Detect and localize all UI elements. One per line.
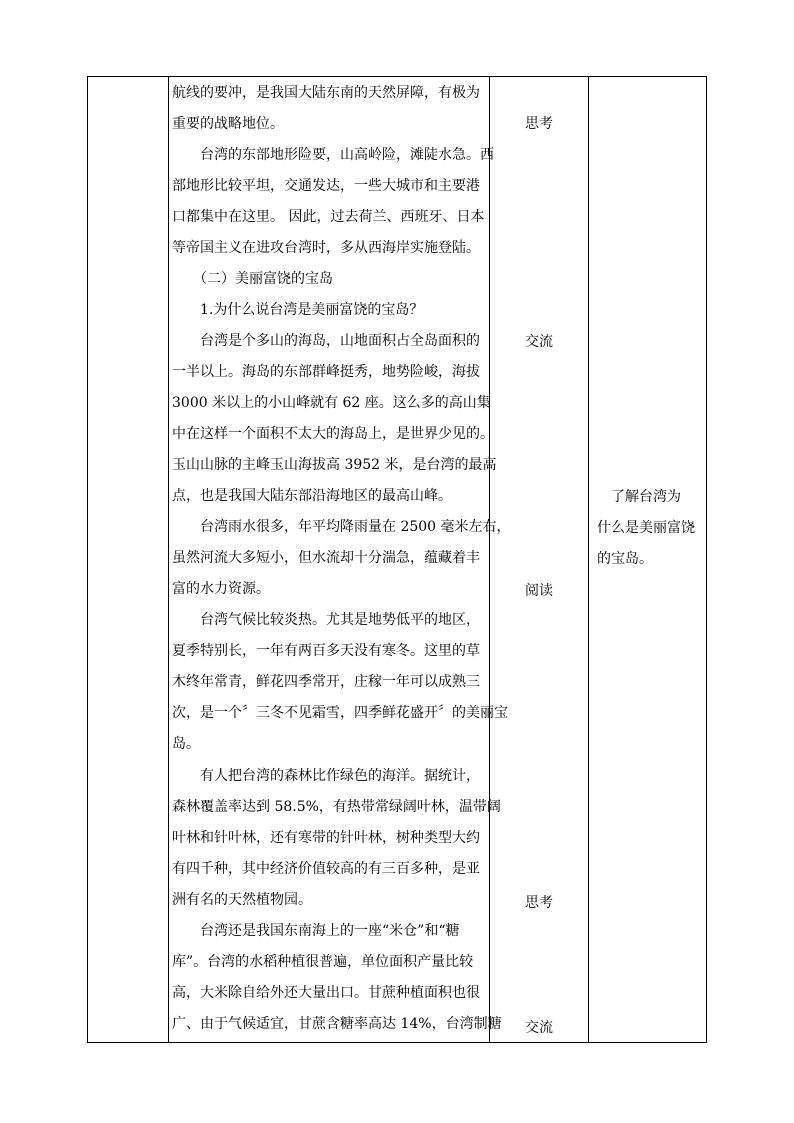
activity-label: 思考 <box>525 895 553 911</box>
content-line: 中在这样一个面积不太大的海岛上，是世界少见的。 <box>172 426 494 442</box>
content-line: 等帝国主义在进攻台湾时，多从西海岸实施登陆。 <box>172 240 480 256</box>
content-line: 玉山山脉的主峰玉山海拔高 3952 米，是台湾的最高 <box>172 457 497 473</box>
content-line: 高，大米除自给外还大量出口。甘蔗种植面积也很 <box>172 985 480 1001</box>
content-line: 一半以上。海岛的东部群峰挺秀，地势险峻，海拔 <box>172 364 480 380</box>
content-line: 库”。台湾的水稻种植很普遍，单位面积产量比较 <box>172 954 474 970</box>
content-line: 3000 米以上的小山峰就有 62 座。这么多的高山集 <box>172 395 491 411</box>
content-line: 富的水力资源。 <box>172 581 270 597</box>
content-line: 洲有名的天然植物园。 <box>172 892 312 908</box>
intent-line: 什么是美丽富饶 <box>597 520 695 536</box>
content-line: 部地形比较平坦，交通发达，一些大城市和主要港 <box>172 178 480 194</box>
content-line: 广、由于气候适宜，甘蔗含糖率高达 14%，台湾制糖 <box>172 1016 502 1032</box>
content-line: 口都集中在这里。 因此，过去荷兰、西班牙、日本 <box>172 209 485 225</box>
question-line: 1.为什么说台湾是美丽富饶的宝岛？ <box>172 302 424 318</box>
teaching-content-column <box>169 77 511 1042</box>
student-activity-column <box>490 77 588 1042</box>
lesson-table <box>87 76 707 1043</box>
content-line: 夏季特别长，一年有两百多天没有寒冬。这里的草 <box>172 643 480 659</box>
content-line: 台湾还是我国东南海上的一座“米仓”和“糖 <box>172 923 460 939</box>
content-line: 虽然河流大多短小，但水流却十分湍急，蕴藏着丰 <box>172 550 480 566</box>
design-intent-column <box>589 77 707 1042</box>
activity-label: 阅读 <box>525 583 553 599</box>
intent-line: 的宝岛。 <box>597 551 653 567</box>
content-line: 台湾气候比较炎热。尤其是地势低平的地区， <box>172 612 480 628</box>
content-line: 台湾雨水很多，年平均降雨量在 2500 毫米左右， <box>172 519 511 535</box>
content-line: 岛。 <box>172 736 200 752</box>
content-line: 有人把台湾的森林比作绿色的海洋。据统计， <box>172 768 480 784</box>
content-line: 次，是一个〞三冬不见霜雪，四季鲜花盛开〞的美丽宝 <box>172 705 508 721</box>
content-line: 木终年常青，鲜花四季常开，庄稼一年可以成熟三 <box>172 674 480 690</box>
intent-line: 了解台湾为 <box>597 489 681 505</box>
content-line: 有四千种，其中经济价值较高的有三百多种，是亚 <box>172 861 480 877</box>
content-line: 台湾的东部地形险要，山高岭险，滩陡水急。西 <box>172 147 494 163</box>
activity-label: 交流 <box>525 1020 553 1036</box>
left-column <box>88 77 168 1042</box>
activity-label: 思考 <box>525 116 553 132</box>
content-line: 台湾是个多山的海岛，山地面积占全岛面积的 <box>172 333 480 349</box>
content-line: 重要的战略地位。 <box>172 116 284 132</box>
content-line: 航线的要冲，是我国大陆东南的天然屏障，有极为 <box>172 85 480 101</box>
content-line: 森林覆盖率达到 58.5%，有热带常绿阔叶林，温带阔 <box>172 799 501 815</box>
content-line: 点，也是我国大陆东部沿海地区的最高山峰。 <box>172 488 452 504</box>
content-line: 叶林和针叶林，还有寒带的针叶林，树种类型大约 <box>172 830 480 846</box>
section-heading: （二）美丽富饶的宝岛 <box>172 271 333 287</box>
activity-label: 交流 <box>525 334 553 350</box>
